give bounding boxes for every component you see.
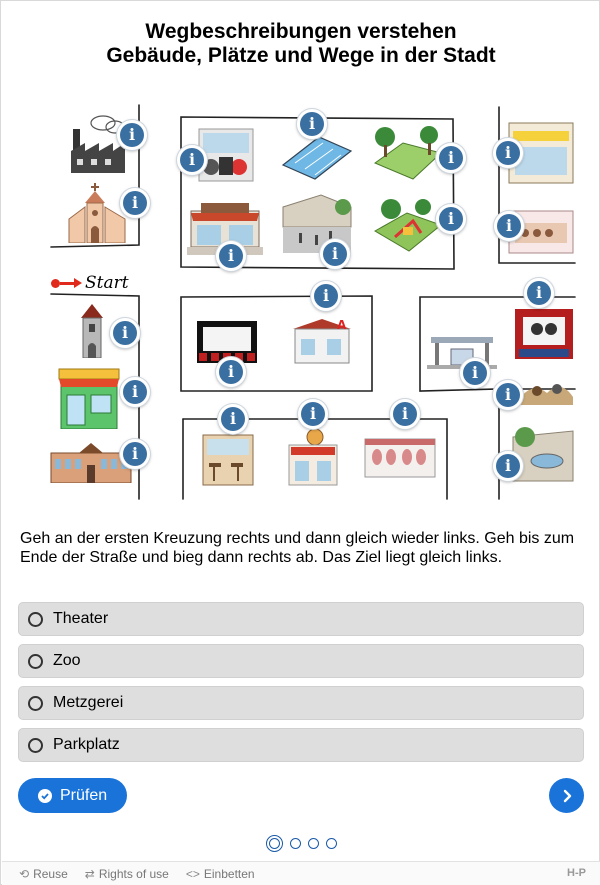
hotspot-cafe[interactable] xyxy=(120,377,150,407)
city-map xyxy=(47,97,581,501)
title-line-1: Wegbeschreibungen verstehen xyxy=(145,20,457,43)
info-icon: i xyxy=(439,207,463,231)
pool-area xyxy=(281,131,353,181)
info-icon: i xyxy=(323,242,347,266)
hotspot-park[interactable] xyxy=(436,143,466,173)
playground-area xyxy=(373,197,443,253)
hotspot-shop[interactable] xyxy=(493,138,523,168)
radio-icon xyxy=(28,654,43,669)
code-icon: <> xyxy=(185,866,200,881)
butcher-shop xyxy=(363,437,437,479)
park-area xyxy=(373,123,443,185)
hotspot-station[interactable] xyxy=(120,439,150,469)
page-title xyxy=(1,20,600,68)
chevron-right-icon xyxy=(560,789,574,803)
hotspot-pharmacy-top[interactable] xyxy=(311,281,341,311)
answer-label: Metzgerei xyxy=(53,694,124,711)
answer-label: Zoo xyxy=(53,652,81,669)
pagination xyxy=(1,835,600,852)
info-icon: i xyxy=(496,383,520,407)
radio-icon xyxy=(28,738,43,753)
hotspot-bakery[interactable] xyxy=(494,211,524,241)
hotspot-cinema[interactable] xyxy=(216,357,246,387)
embed-label: Einbetten xyxy=(203,866,255,881)
hotspot-zoo[interactable] xyxy=(493,380,523,410)
hotspot-tower[interactable] xyxy=(110,318,140,348)
hotspot-pizzeria[interactable] xyxy=(298,399,328,429)
info-icon: i xyxy=(314,284,338,308)
arrow-right-icon xyxy=(74,278,82,288)
tower-building xyxy=(77,302,107,358)
info-icon: i xyxy=(221,407,245,431)
hotspot-pool[interactable] xyxy=(297,109,327,139)
info-icon: i xyxy=(463,361,487,385)
info-icon: i xyxy=(496,141,520,165)
info-icon: i xyxy=(219,360,243,384)
info-icon: i xyxy=(496,454,520,478)
footer-bar xyxy=(2,861,600,885)
hotspot-cafe-interior[interactable] xyxy=(218,404,248,434)
info-icon: i xyxy=(301,402,325,426)
hotspot-butcher[interactable] xyxy=(390,399,420,429)
reuse-link[interactable] xyxy=(19,867,68,881)
info-icon: i xyxy=(219,244,243,268)
embed-link[interactable] xyxy=(186,867,255,881)
info-icon: i xyxy=(120,123,144,147)
rights-label: Rights of use xyxy=(98,866,169,881)
info-icon: i xyxy=(113,321,137,345)
page-dot-1[interactable] xyxy=(266,835,283,852)
check-icon xyxy=(38,789,52,803)
start-dot-icon xyxy=(51,279,60,288)
info-icon: i xyxy=(180,148,204,172)
question-text: Geh an der ersten Kreuzung rechts und dann gleich wieder links. Geh bis zum Ende der Straße und bieg dann rechts ab. Das Ziel liegt gleich links. xyxy=(20,530,575,566)
answer-option-1[interactable] xyxy=(18,602,584,636)
handshake-icon: ⇄ xyxy=(84,866,95,881)
answer-option-4[interactable] xyxy=(18,728,584,762)
answer-label: Parkplatz xyxy=(53,736,120,753)
info-icon: i xyxy=(123,191,147,215)
check-button-label: Prüfen xyxy=(60,786,108,804)
hotspot-restaurant[interactable] xyxy=(216,241,246,271)
next-button[interactable] xyxy=(549,778,584,813)
pizzeria-building xyxy=(285,429,341,487)
info-icon: i xyxy=(497,214,521,238)
radio-icon xyxy=(28,696,43,711)
rights-of-use-link[interactable] xyxy=(85,867,169,881)
page-dot-3[interactable] xyxy=(308,838,319,849)
title-line-2: Gebäude, Plätze und Wege in der Stadt xyxy=(106,44,496,67)
info-icon: i xyxy=(393,402,417,426)
answer-option-3[interactable] xyxy=(18,686,584,720)
hotspot-gas-station[interactable] xyxy=(460,358,490,388)
start-label: Start xyxy=(85,273,129,293)
info-icon: i xyxy=(300,112,324,136)
hotspot-theater[interactable] xyxy=(524,278,554,308)
pharmacy-building xyxy=(289,315,355,365)
hotspot-gym[interactable] xyxy=(177,145,207,175)
zoo-area xyxy=(517,377,575,405)
info-icon: i xyxy=(527,281,551,305)
check-button[interactable] xyxy=(18,778,127,813)
info-icon: i xyxy=(123,442,147,466)
svg-text:A: A xyxy=(337,318,347,332)
info-icon: i xyxy=(439,146,463,170)
radio-icon xyxy=(28,612,43,627)
cafe-interior xyxy=(201,433,255,487)
hotspot-factory[interactable] xyxy=(117,120,147,150)
church-building xyxy=(67,183,129,243)
reuse-label: Reuse xyxy=(33,866,68,881)
page-dot-4[interactable] xyxy=(326,838,337,849)
hotspot-plaza[interactable] xyxy=(493,451,523,481)
reuse-icon: ⟲ xyxy=(19,866,30,881)
h5p-logo[interactable]: H-P xyxy=(567,867,586,879)
info-icon: i xyxy=(123,380,147,404)
hotspot-playground[interactable] xyxy=(436,204,466,234)
start-marker xyxy=(51,273,129,293)
answer-label: Theater xyxy=(53,610,109,627)
hotspot-church[interactable] xyxy=(120,188,150,218)
answer-option-2[interactable] xyxy=(18,644,584,678)
hotspot-square[interactable] xyxy=(320,239,350,269)
page-dot-2[interactable] xyxy=(290,838,301,849)
cafe-building xyxy=(57,367,121,429)
theater-building xyxy=(513,307,575,361)
